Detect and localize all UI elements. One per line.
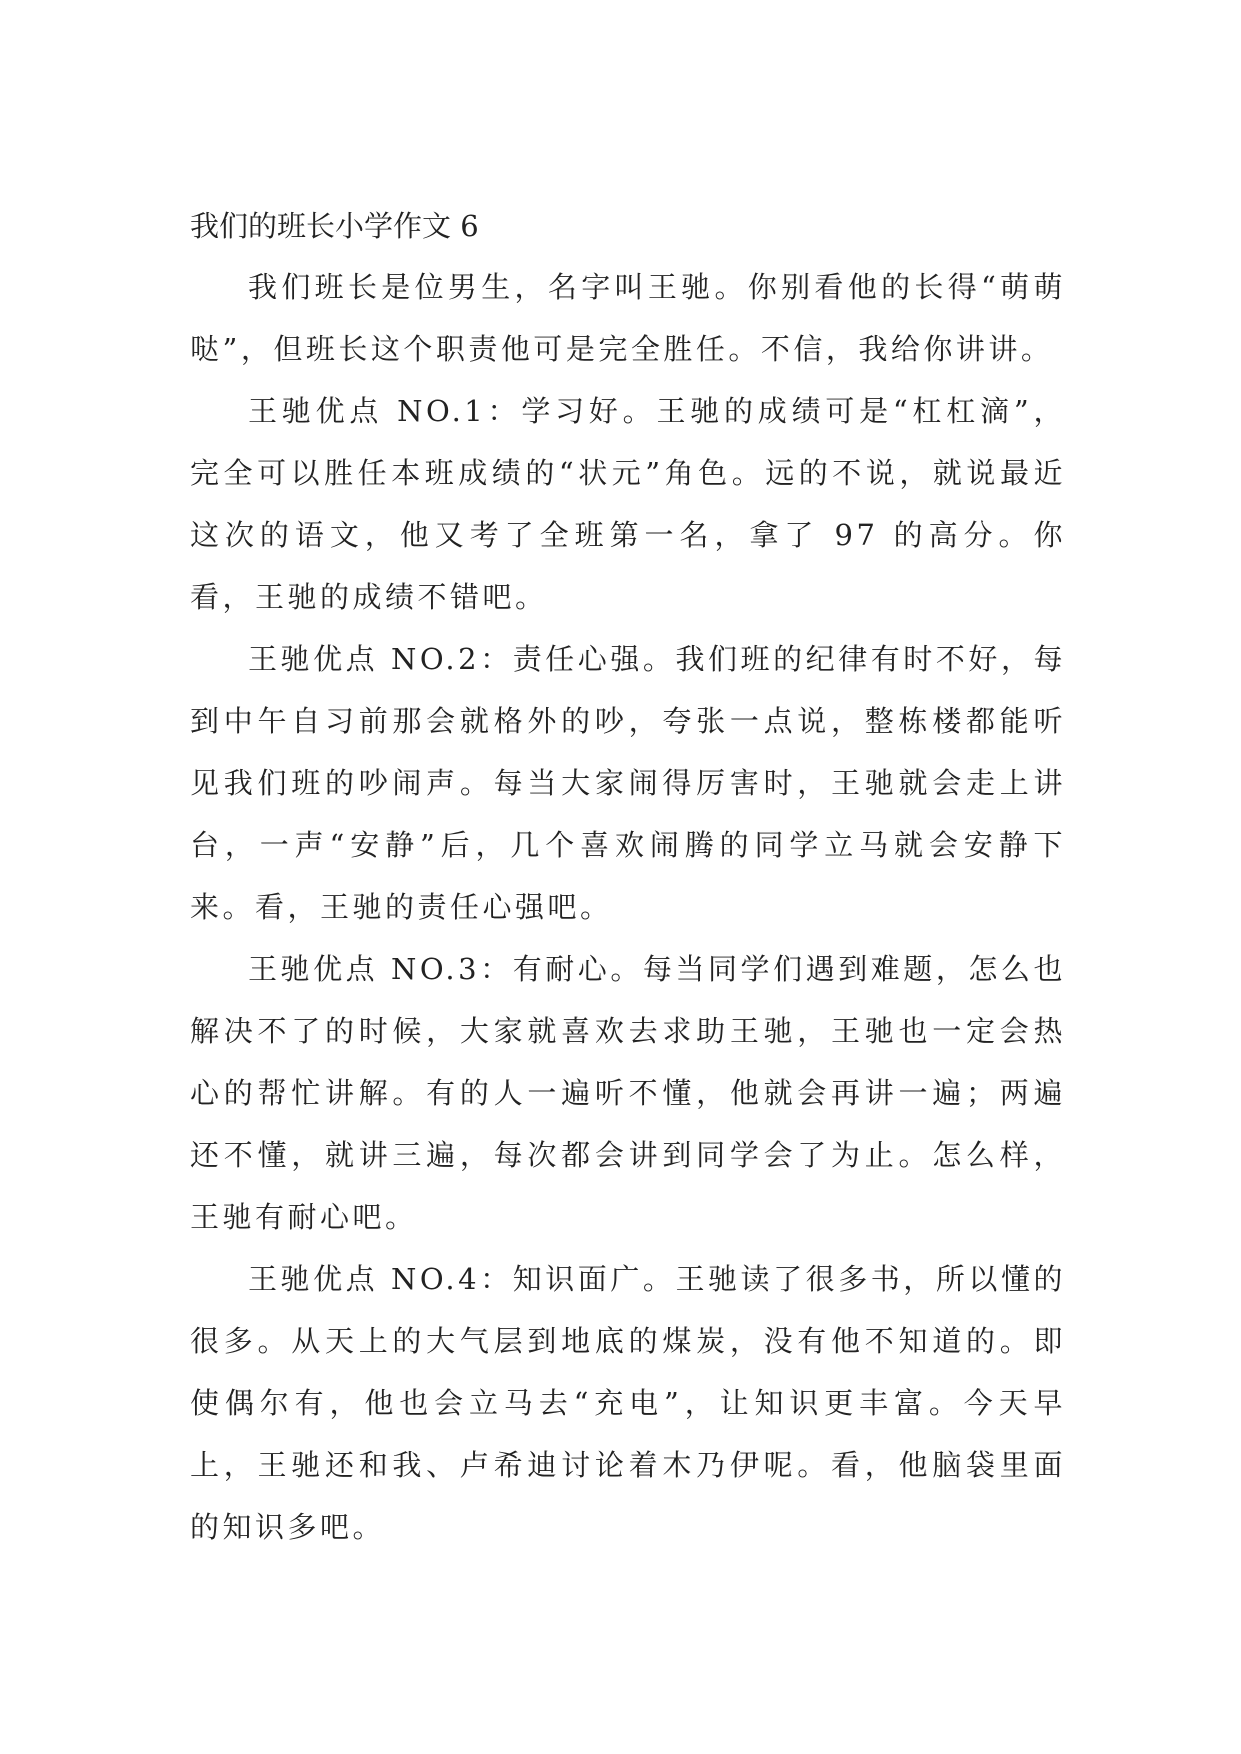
paragraph-intro: 我们班长是位男生，名字叫王驰。你别看他的长得“萌萌哒”，但班长这个职责他可是完全胜任。不信，我给你讲讲。: [190, 270, 1066, 366]
document-body: [190, 196, 1066, 1558]
paragraph-merit-1: 王驰优点 NO.1：学习好。王驰的成绩可是“杠杠滴”，完全可以胜任本班成绩的“状元”角色。远的不说，就说最近这次的语文，他又考了全班第一名，拿了 97 的高分。你看，王驰的成绩不错吧。: [190, 394, 1066, 614]
paragraph-merit-2: 王驰优点 NO.2：责任心强。我们班的纪律有时不好，每到中午自习前那会就格外的吵，夸张一点说，整栋楼都能听见我们班的吵闹声。每当大家闹得厉害时，王驰就会走上讲台，一声“安静”后，几个喜欢闹腾的同学立马就会安静下来。看，王驰的责任心强吧。: [190, 642, 1066, 924]
paragraph-merit-4: 王驰优点 NO.4：知识面广。王驰读了很多书，所以懂的很多。从天上的大气层到地底的煤炭，没有他不知道的。即使偶尔有，他也会立马去“充电”，让知识更丰富。今天早上，王驰还和我、卢希迪讨论着木乃伊呢。看，他脑袋里面的知识多吧。: [190, 1262, 1066, 1544]
document-title: 我们的班长小学作文 6: [190, 209, 479, 243]
paragraph-merit-3: 王驰优点 NO.3：有耐心。每当同学们遇到难题，怎么也解决不了的时候，大家就喜欢去求助王驰，王驰也一定会热心的帮忙讲解。有的人一遍听不懂，他就会再讲一遍；两遍还不懂，就讲三遍，每次都会讲到同学会了为止。怎么样，王驰有耐心吧。: [190, 952, 1066, 1234]
